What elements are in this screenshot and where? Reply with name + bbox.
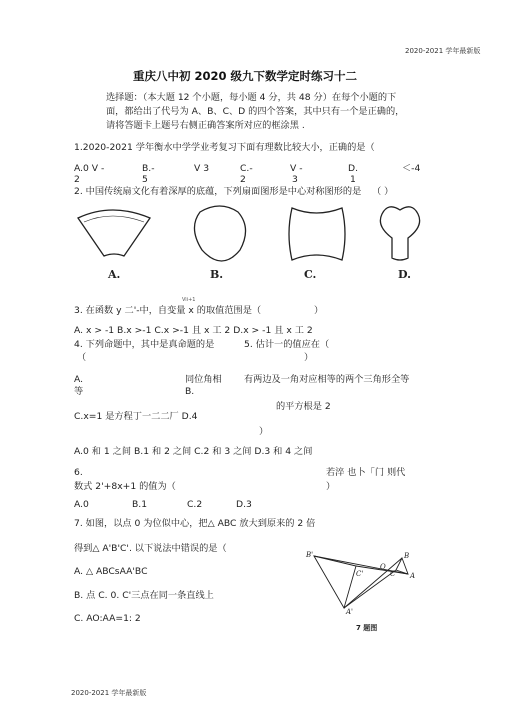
q3-stem: 3. 在函数 y 二'-中，自变量 x 的取值范围是（ xyxy=(74,305,262,316)
q1-opt-c2: V - xyxy=(290,163,303,174)
fan-d-shape xyxy=(380,207,419,260)
q7-stem: 7. 如图，以点 0 为位似中心，把△ ABC 放大到原来的 2 倍 xyxy=(74,518,316,529)
q3-options: A. x > -1 B.x >-1 C.x >-1 且 x 工 2 D.x > -1 且 x 工 2 xyxy=(74,325,313,336)
q4-paren-open: （ xyxy=(77,352,87,363)
q1-opt-c: C.- xyxy=(240,163,253,174)
q5-stem: 5. 估计一的值应在（ xyxy=(244,339,330,350)
fan-c-shape xyxy=(289,208,345,260)
q6-stem-right: 若淬 也卜「门 则代 xyxy=(326,467,406,478)
q1-opt-b: B.- xyxy=(142,163,155,174)
fig-label-b: B xyxy=(404,552,410,560)
q1-denom-3: 2 xyxy=(240,174,246,185)
q4-opt-b-label: B. xyxy=(185,386,195,397)
q1-denom-4: 3 xyxy=(292,174,298,185)
q3-paren-close: ） xyxy=(314,305,324,316)
q2-label-c: C. xyxy=(304,268,317,281)
q1-denom-5: 1 xyxy=(350,174,356,185)
q2-label-b: B. xyxy=(210,268,224,281)
q6-opt-d: D.3 xyxy=(236,499,252,510)
footer-year: 2020-2021 学年最新版 xyxy=(71,689,147,697)
q1-denom-2: 5 xyxy=(142,174,148,185)
q1-denom-1: 2 xyxy=(74,174,80,185)
fig-label-a-prime: A' xyxy=(346,608,353,616)
q4-opt-c-text: C.x=1 是方程丁一二二厂 D.4 xyxy=(74,411,198,422)
q1-opt-d2: ＜-4 xyxy=(402,163,421,174)
q5-paren-close: ） xyxy=(304,352,314,363)
fan-b-shape xyxy=(194,206,245,261)
instructions-line-1: 选择题：（本大题 12 个小题，每小题 4 分，共 48 分）在每个小题的下 xyxy=(106,92,397,103)
header-year: 2020-2021 学年最新版 xyxy=(405,47,481,55)
fan-a-shape xyxy=(78,210,150,256)
q6-opt-b: B.1 xyxy=(132,499,148,510)
q4-opt-a-text: 同位角相 xyxy=(185,374,222,385)
q2-fan-figures xyxy=(70,198,440,298)
fig-label-c: C xyxy=(390,570,396,578)
q6-opt-a: A.0 xyxy=(74,499,89,510)
page-title: 重庆八中初 2020 级九下数学定时练习十二 xyxy=(133,69,358,83)
q2-stem: 2. 中国传统扇文化有着深厚的底蕴，下列扇面图形是中心对称图形的是 xyxy=(74,186,362,197)
q7-opt-b: B. 点 C. 0. C'三点在同一条直线上 xyxy=(74,590,214,601)
q1-stem: 1.2020-2021 学年衡水中学学业考复习下面有理数比较大小，正确的是（ xyxy=(74,142,375,153)
fig-label-a: A xyxy=(410,572,416,580)
q1-opt-a: A.0 V - xyxy=(74,163,105,174)
q2-paren: （ ） xyxy=(372,186,394,197)
q2-label-d: D. xyxy=(398,268,411,281)
q1-opt-b2: V 3 xyxy=(194,163,210,174)
q7-opt-c: C. AO:AA=1: 2 xyxy=(74,613,141,624)
q5-options: A.0 和 1 之间 B.1 和 2 之间 C.2 和 3 之间 D.3 和 4 之间 xyxy=(74,446,313,457)
q6-stem: 数式 2'+8x+1 的值为（ xyxy=(74,481,176,492)
fig-label-c-prime: C' xyxy=(356,570,364,578)
q1-opt-d: D. xyxy=(348,163,358,174)
fig-label-o: O xyxy=(380,563,386,571)
q4-opt-d-text: 的平方根是 2 xyxy=(276,401,331,412)
q4-opt-b-text: 有两边及一角对应相等的两个三角形全等 xyxy=(244,374,410,385)
q6-number: 6. xyxy=(74,467,83,478)
q4-opt-a-label: A. xyxy=(74,374,84,385)
instructions-line-3: 请将答题卡上题号右侧正确答案所对应的框涂黑 . xyxy=(106,120,305,131)
q7-figure-caption: 7 题图 xyxy=(356,624,378,632)
q4-opt-a-text-cont: 等 xyxy=(74,386,84,397)
q6-opt-c: C.2 xyxy=(187,499,203,510)
q4-paren-close: ） xyxy=(259,426,269,437)
q7-similarity-figure xyxy=(304,548,424,636)
q7-opt-a: A. △ ABCsAA'BC xyxy=(74,566,148,577)
q6-paren-close: ） xyxy=(326,481,336,492)
instructions-line-2: 面，都给出了代号为 A、B、C、D 的四个答案，其中只有一个是正确的， xyxy=(106,106,405,117)
triangle-a-prime-b-prime-c-prime xyxy=(314,556,356,608)
q7-stem-2: 得到△ A'B'C'. 以下说法中错误的是（ xyxy=(74,543,227,554)
fig-label-b-prime: B' xyxy=(306,551,314,559)
q2-label-a: A. xyxy=(108,268,121,281)
q3-radical-note: Vii+1 xyxy=(182,297,196,303)
q4-stem: 4. 下列命题中，其中是真命题的是 xyxy=(74,339,215,350)
